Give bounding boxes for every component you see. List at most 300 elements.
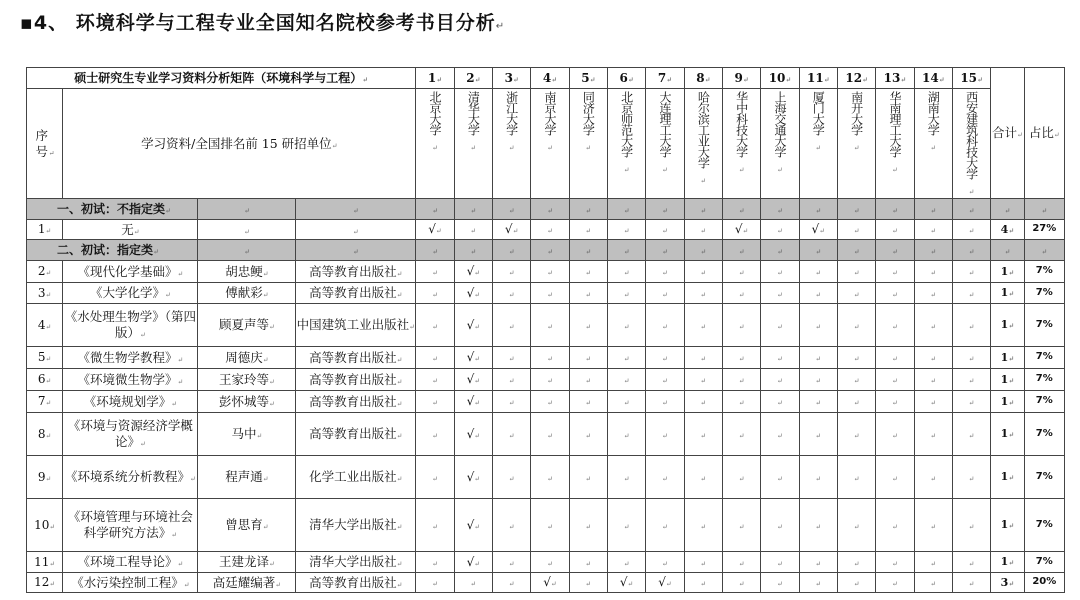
university-check-cell — [684, 573, 722, 593]
university-check-cell — [646, 347, 684, 369]
section-empty-cell — [722, 199, 760, 220]
cell-mark: ↵ — [1041, 246, 1048, 256]
cell-mark: ↵ — [474, 431, 481, 440]
cell-mark: ↵ — [930, 559, 937, 568]
university-check-cell — [799, 347, 837, 369]
cell-mark: ↵ — [623, 246, 630, 256]
university-check-cell — [531, 413, 569, 456]
cell-mark: ↵ — [585, 399, 592, 407]
cell-mark: ↵ — [45, 290, 52, 299]
university-check-cell — [493, 347, 531, 369]
cell-mark: ↵ — [508, 144, 515, 152]
cell-mark: ↵ — [551, 74, 558, 84]
university-check-cell — [876, 283, 914, 304]
cell-mark: ↵ — [262, 291, 269, 300]
cell-mark: ↵ — [968, 205, 975, 215]
university-check-cell — [799, 261, 837, 283]
university-check-cell — [914, 499, 952, 552]
university-check-cell — [837, 552, 875, 573]
cell-mark: ↵ — [49, 522, 56, 531]
university-check-cell — [531, 283, 569, 304]
cell-mark: ↵ — [396, 560, 403, 569]
university-check-cell — [799, 304, 837, 347]
cell-mark: ↵ — [930, 205, 937, 215]
university-rank-12: 12↵ — [837, 68, 875, 89]
cell-mark: ↵ — [930, 522, 937, 531]
cell-mark: ↵ — [700, 322, 707, 331]
cell-mark: ↵ — [396, 475, 403, 484]
cell-mark: ↵ — [262, 269, 269, 278]
cell-mark: ↵ — [623, 166, 630, 174]
cell-mark: ↵ — [853, 322, 860, 331]
cell-mark: ↵ — [585, 522, 592, 531]
university-check-cell — [722, 261, 760, 283]
university-check-cell — [416, 220, 454, 240]
university-name-5: 同济大学 ↵ — [569, 89, 607, 199]
university-check-cell — [722, 456, 760, 499]
university-check-cell — [646, 304, 684, 347]
cell-mark: ↵ — [585, 322, 592, 331]
university-check-cell — [646, 573, 684, 593]
section-empty-cell — [454, 199, 492, 220]
university-check-cell — [761, 573, 799, 593]
university-rank-15: 15↵ — [952, 68, 990, 89]
checkmark-icon: √ — [811, 222, 820, 236]
university-check-cell — [608, 391, 646, 413]
row-index: 4↵ — [27, 304, 63, 347]
university-check-cell — [876, 347, 914, 369]
cell-mark: ↵ — [968, 377, 975, 385]
row-share: 7% — [1024, 552, 1064, 573]
cell-mark: ↵ — [815, 269, 822, 277]
university-check-cell — [646, 499, 684, 552]
cell-mark: ↵ — [777, 290, 783, 299]
cell-mark: ↵ — [662, 431, 668, 440]
section-empty-cell — [416, 240, 454, 261]
cell-mark: ↵ — [474, 290, 481, 299]
university-check-cell — [837, 413, 875, 456]
cell-mark: ↵ — [409, 323, 416, 332]
cell-mark: ↵ — [1008, 289, 1015, 299]
book-author: 王建龙译↵ — [198, 552, 296, 573]
university-check-cell — [761, 456, 799, 499]
checkmark-icon: √ — [466, 469, 475, 484]
book-title: 无↵ — [63, 220, 198, 240]
cell-mark: ↵ — [930, 227, 937, 235]
table-row — [27, 499, 1065, 552]
cell-mark: ↵ — [623, 431, 630, 440]
cell-mark: ↵ — [968, 188, 975, 196]
section-empty-cell — [914, 240, 952, 261]
cell-mark: ↵ — [396, 523, 403, 532]
university-check-cell — [799, 220, 837, 240]
book-title: 《环境微生物学》↵ — [63, 369, 198, 391]
book-title: 《环境管理与环境社会科学研究方法》↵ — [63, 499, 198, 552]
cell-mark: ↵ — [183, 580, 190, 589]
cell-mark: ↵ — [892, 269, 898, 277]
row-share: 27% — [1024, 220, 1064, 240]
share-header: 占比↵ — [1024, 68, 1064, 199]
cell-mark: ↵ — [930, 474, 937, 483]
university-check-cell — [531, 220, 569, 240]
university-rank-7: 7↵ — [646, 68, 684, 89]
cell-mark: ↵ — [738, 377, 745, 385]
section-empty-cell — [761, 199, 799, 220]
book-publisher: 高等教育出版社↵ — [296, 347, 416, 369]
university-check-cell — [684, 220, 722, 240]
cell-mark: ↵ — [139, 331, 146, 339]
university-name-12: 南开大学 ↵ — [837, 89, 875, 199]
cell-mark: ↵ — [738, 322, 745, 331]
cell-mark: ↵ — [432, 322, 438, 331]
cell-mark: ↵ — [738, 399, 745, 407]
cell-mark: ↵ — [930, 322, 937, 331]
cell-mark: ↵ — [547, 269, 553, 277]
university-check-cell — [454, 347, 492, 369]
cell-mark: ↵ — [396, 291, 403, 300]
cell-mark: ↵ — [700, 431, 707, 440]
university-check-cell — [684, 347, 722, 369]
row-total: 1↵ — [991, 304, 1024, 347]
cell-mark: ↵ — [853, 269, 860, 277]
checkmark-icon: √ — [466, 517, 475, 532]
university-check-cell — [876, 552, 914, 573]
row-total: 1↵ — [991, 413, 1024, 456]
cell-mark: ↵ — [547, 355, 553, 363]
book-author: 顾夏声等↵ — [198, 304, 296, 347]
cell-mark: ↵ — [623, 522, 630, 531]
university-check-cell — [837, 304, 875, 347]
cell-mark: ↵ — [508, 474, 515, 483]
cell-mark: ↵ — [777, 227, 783, 235]
university-check-cell — [952, 456, 990, 499]
book-title: 《大学化学》↵ — [63, 283, 198, 304]
cell-mark: ↵ — [892, 166, 898, 174]
cell-mark: ↵ — [262, 475, 269, 484]
university-check-cell — [914, 261, 952, 283]
row-share: 7% — [1024, 304, 1064, 347]
table-row — [27, 283, 1065, 304]
university-check-cell — [876, 391, 914, 413]
university-check-cell — [531, 573, 569, 593]
university-check-cell — [569, 369, 607, 391]
section-empty-cell — [876, 199, 914, 220]
cell-mark: ↵ — [892, 522, 898, 531]
cell-mark: ↵ — [589, 74, 596, 84]
section-empty-cell — [569, 199, 607, 220]
cell-mark: ↵ — [585, 580, 592, 588]
cell-mark: ↵ — [262, 355, 269, 364]
university-check-cell — [876, 456, 914, 499]
cell-mark: ↵ — [470, 227, 477, 235]
university-check-cell — [531, 369, 569, 391]
cell-mark: ↵ — [815, 246, 822, 256]
university-check-cell — [914, 573, 952, 593]
university-rank-14: 14↵ — [914, 68, 952, 89]
cell-mark: ↵ — [396, 269, 403, 278]
cell-mark: ↵ — [815, 399, 822, 407]
university-check-cell — [646, 391, 684, 413]
cell-mark: ↵ — [547, 522, 553, 531]
row-index: 8↵ — [27, 413, 63, 456]
cell-mark: ↵ — [153, 246, 159, 256]
cell-mark: ↵ — [623, 227, 630, 235]
cell-mark: ↵ — [968, 474, 975, 483]
university-check-cell — [646, 220, 684, 240]
table-row — [27, 369, 1065, 391]
row-share: 7% — [1024, 347, 1064, 369]
cell-mark: ↵ — [547, 474, 553, 483]
cell-mark: ↵ — [892, 322, 898, 331]
university-check-cell — [531, 456, 569, 499]
cell-mark: ↵ — [968, 399, 975, 407]
cell-mark: ↵ — [1008, 397, 1015, 407]
university-rank-6: 6↵ — [608, 68, 646, 89]
cell-mark: ↵ — [508, 246, 515, 256]
cell-mark: ↵ — [662, 322, 668, 331]
cell-mark: ↵ — [892, 290, 898, 299]
university-check-cell — [684, 413, 722, 456]
row-share: 20% — [1024, 573, 1064, 593]
cell-mark: ↵ — [508, 559, 515, 568]
row-index: 6↵ — [27, 369, 63, 391]
cell-mark: ↵ — [853, 580, 860, 588]
university-check-cell — [914, 552, 952, 573]
university-check-cell — [914, 391, 952, 413]
cell-mark: ↵ — [268, 323, 275, 332]
cell-mark: ↵ — [968, 522, 975, 531]
section-empty-cell — [198, 199, 296, 220]
cell-mark: ↵ — [815, 290, 822, 299]
university-check-cell — [837, 499, 875, 552]
university-check-cell — [531, 391, 569, 413]
university-check-cell — [531, 552, 569, 573]
cell-mark: ↵ — [268, 399, 275, 408]
section-label: 一、初试：不指定类↵ — [27, 199, 198, 220]
cell-mark: ↵ — [45, 431, 52, 440]
cell-mark: ↵ — [700, 522, 707, 531]
university-check-cell — [837, 573, 875, 593]
section-empty-cell — [646, 240, 684, 261]
university-check-cell — [569, 347, 607, 369]
cell-mark: ↵ — [1004, 246, 1011, 256]
cell-mark: ↵ — [777, 355, 783, 363]
university-check-cell — [876, 369, 914, 391]
cell-mark: ↵ — [396, 355, 403, 364]
section-empty-cell — [876, 240, 914, 261]
cell-mark: ↵ — [171, 531, 178, 539]
university-check-cell — [493, 413, 531, 456]
university-check-cell — [799, 413, 837, 456]
cell-mark: ↵ — [700, 205, 707, 215]
section-empty-cell — [952, 240, 990, 261]
section-empty-cell — [914, 199, 952, 220]
university-check-cell — [416, 369, 454, 391]
book-author: 胡忠鲠↵ — [198, 261, 296, 283]
section-empty-cell — [454, 240, 492, 261]
cell-mark: ↵ — [189, 475, 196, 484]
cell-mark: ↵ — [49, 580, 56, 588]
cell-mark: ↵ — [177, 269, 184, 278]
cell-mark: ↵ — [352, 227, 359, 236]
cell-mark: ↵ — [700, 246, 707, 256]
cell-mark: ↵ — [623, 559, 630, 568]
cell-mark: ↵ — [704, 74, 711, 84]
cell-mark: ↵ — [177, 560, 184, 569]
cell-mark: ↵ — [1008, 353, 1015, 363]
university-check-cell — [608, 347, 646, 369]
university-check-cell — [684, 499, 722, 552]
cell-mark: ↵ — [474, 522, 481, 531]
section-empty-cell — [837, 199, 875, 220]
cell-mark: ↵ — [432, 431, 438, 440]
section-empty-cell — [608, 240, 646, 261]
row-total: 1↵ — [991, 499, 1024, 552]
university-check-cell — [761, 347, 799, 369]
row-share: 7% — [1024, 499, 1064, 552]
cell-mark: ↵ — [432, 559, 438, 568]
university-check-cell — [646, 283, 684, 304]
university-check-cell — [569, 499, 607, 552]
cell-mark: ↵ — [777, 431, 783, 440]
cell-mark: ↵ — [512, 74, 519, 84]
university-check-cell — [454, 304, 492, 347]
university-rank-2: 2↵ — [454, 68, 492, 89]
university-check-cell — [684, 391, 722, 413]
book-title: 《现代化学基础》↵ — [63, 261, 198, 283]
university-check-cell — [608, 283, 646, 304]
section-empty-cell — [198, 240, 296, 261]
book-author: 马中↵ — [198, 413, 296, 456]
university-check-cell — [952, 391, 990, 413]
book-author — [198, 220, 296, 240]
university-check-cell — [952, 261, 990, 283]
cell-mark: ↵ — [853, 399, 860, 407]
table-row — [27, 552, 1065, 573]
cell-mark: ↵ — [1008, 430, 1015, 440]
cell-mark: ↵ — [738, 580, 745, 588]
section-empty-cell — [608, 199, 646, 220]
section-empty-cell — [684, 240, 722, 261]
university-check-cell — [799, 369, 837, 391]
table-row — [27, 304, 1065, 347]
cell-mark: ↵ — [623, 205, 630, 215]
book-author: 曾思育↵ — [198, 499, 296, 552]
cell-mark: ↵ — [1008, 225, 1015, 235]
cell-mark: ↵ — [777, 205, 783, 215]
checkmark-icon: √ — [504, 222, 513, 236]
university-name-3: 浙江大学 ↵ — [493, 89, 531, 199]
cell-mark: ↵ — [862, 74, 868, 84]
university-name-2: 清华大学 ↵ — [454, 89, 492, 199]
checkmark-icon: √ — [466, 350, 475, 364]
checkmark-icon: √ — [466, 554, 475, 569]
cell-mark: ↵ — [700, 269, 707, 277]
university-check-cell — [952, 347, 990, 369]
row-share: 7% — [1024, 391, 1064, 413]
cell-mark: ↵ — [432, 144, 438, 152]
cell-mark: ↵ — [777, 269, 783, 277]
book-publisher: 高等教育出版社↵ — [296, 573, 416, 593]
university-check-cell — [914, 283, 952, 304]
section-empty-cell — [531, 240, 569, 261]
cell-mark: ↵ — [819, 227, 826, 235]
university-check-cell — [837, 347, 875, 369]
university-check-cell — [454, 369, 492, 391]
cell-mark: ↵ — [968, 290, 975, 299]
university-check-cell — [608, 220, 646, 240]
university-check-cell — [493, 261, 531, 283]
university-check-cell — [569, 283, 607, 304]
total-header: 合计↵ — [991, 68, 1024, 199]
cell-mark: ↵ — [432, 399, 438, 407]
university-name-6: 北京师范大学 ↵ — [608, 89, 646, 199]
university-check-cell — [761, 261, 799, 283]
cell-mark: ↵ — [892, 227, 898, 235]
cell-mark: ↵ — [777, 246, 783, 256]
university-check-cell — [914, 347, 952, 369]
cell-mark: ↵ — [508, 322, 515, 331]
cell-mark: ↵ — [623, 322, 630, 331]
cell-mark: ↵ — [1041, 205, 1048, 215]
table-title: 硕士研究生专业学习资料分析矩阵（环境科学与工程）↵ — [27, 68, 416, 89]
cell-mark: ↵ — [853, 246, 860, 256]
book-title: 《环境规划学》↵ — [63, 391, 198, 413]
cell-mark: ↵ — [738, 205, 745, 215]
university-rank-4: 4↵ — [531, 68, 569, 89]
cell-mark: ↵ — [815, 377, 822, 385]
university-check-cell — [608, 304, 646, 347]
cell-mark: ↵ — [508, 431, 515, 440]
section-empty-cell — [531, 199, 569, 220]
cell-mark: ↵ — [853, 377, 860, 385]
university-check-cell — [952, 283, 990, 304]
cell-mark: ↵ — [474, 377, 481, 385]
index-header: 序号↵ — [27, 89, 63, 199]
university-check-cell — [876, 220, 914, 240]
cell-mark: ↵ — [662, 290, 668, 299]
cell-mark: ↵ — [738, 522, 745, 531]
university-check-cell — [493, 369, 531, 391]
cell-mark: ↵ — [436, 74, 443, 84]
cell-mark: ↵ — [777, 522, 783, 531]
university-name-1: 北京大学 ↵ — [416, 89, 454, 199]
cell-mark: ↵ — [700, 227, 707, 235]
section-empty-cell — [799, 240, 837, 261]
checkmark-icon: √ — [428, 222, 436, 236]
university-check-cell — [799, 456, 837, 499]
section-empty-cell — [493, 240, 531, 261]
cell-mark: ↵ — [470, 246, 477, 256]
checkmark-icon: √ — [466, 285, 475, 300]
university-check-cell — [722, 304, 760, 347]
university-check-cell — [876, 261, 914, 283]
cell-mark: ↵ — [930, 399, 937, 407]
university-check-cell — [914, 304, 952, 347]
cell-mark: ↵ — [1008, 375, 1015, 385]
cell-mark: ↵ — [892, 377, 898, 385]
cell-mark: ↵ — [930, 580, 937, 588]
university-check-cell — [914, 413, 952, 456]
university-check-cell — [608, 369, 646, 391]
cell-mark: ↵ — [968, 322, 975, 331]
university-name-11: 厦门大学 ↵ — [799, 89, 837, 199]
university-check-cell — [493, 456, 531, 499]
cell-mark: ↵ — [815, 431, 822, 440]
section-empty-cell — [991, 199, 1024, 220]
cell-mark: ↵ — [396, 377, 403, 386]
university-name-7: 大连理工大学 ↵ — [646, 89, 684, 199]
